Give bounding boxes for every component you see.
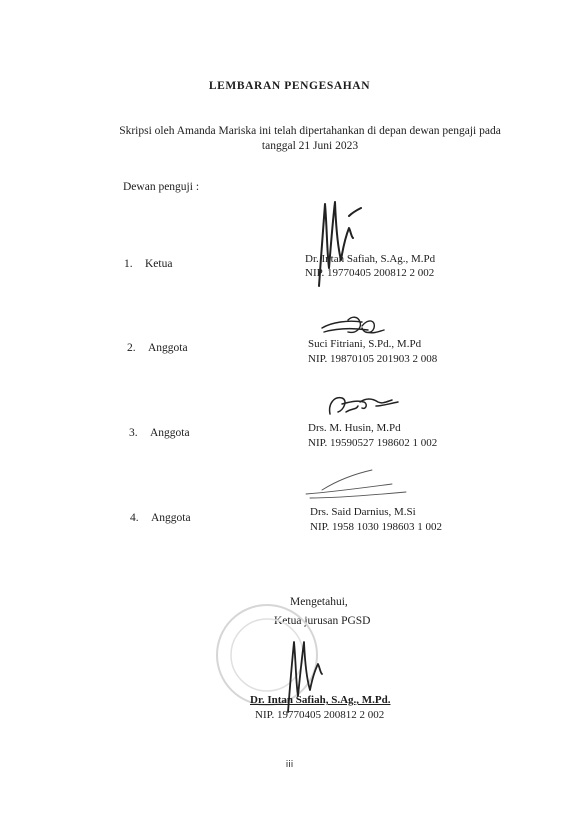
approval-name: Dr. Intan Safiah, S.Ag., M.Pd. <box>250 694 391 706</box>
intro-line-1: Skripsi oleh Amanda Mariska ini telah dipertahankan di depan dewan pengaji pada <box>119 125 501 137</box>
approval-nip: NIP. 19770405 200812 2 002 <box>255 709 385 721</box>
examiner-1-role: Ketua <box>145 258 173 270</box>
intro-paragraph <box>100 124 520 154</box>
examiner-4-number: 4. <box>130 512 139 524</box>
page-title: LEMBARAN PENGESAHAN <box>208 80 371 92</box>
intro-line-2: tanggal 21 Juni 2023 <box>261 140 359 152</box>
page-number: iii <box>285 760 294 770</box>
examiner-4-nip: NIP. 1958 1030 198603 1 002 <box>310 521 443 533</box>
examiner-2-role: Anggota <box>148 342 188 354</box>
examiner-3-name: Drs. M. Husin, M.Pd <box>308 422 401 434</box>
examiner-1-nip: NIP. 19770405 200812 2 002 <box>305 267 435 279</box>
approval-label: Mengetahui, <box>290 596 348 608</box>
board-label: Dewan penguji : <box>123 181 200 193</box>
examiner-3-nip: NIP. 19590527 198602 1 002 <box>308 437 438 449</box>
examiner-1-number: 1. <box>124 258 133 270</box>
examiner-2-name: Suci Fitriani, S.Pd., M.Pd <box>308 338 422 350</box>
approval-position: Ketua jurusan PGSD <box>274 615 371 627</box>
examiner-4-name: Drs. Said Darnius, M.Si <box>310 506 416 518</box>
examiner-2-number: 2. <box>127 342 136 354</box>
examiner-3-number: 3. <box>129 427 138 439</box>
examiner-3-role: Anggota <box>150 427 190 439</box>
examiner-1-name: Dr. Intan Safiah, S.Ag., M.Pd <box>305 253 436 265</box>
examiner-3-signature <box>322 390 402 422</box>
examiner-4-signature <box>302 466 412 502</box>
examiner-4-role: Anggota <box>151 512 191 524</box>
examiner-2-nip: NIP. 19870105 201903 2 008 <box>308 353 438 365</box>
